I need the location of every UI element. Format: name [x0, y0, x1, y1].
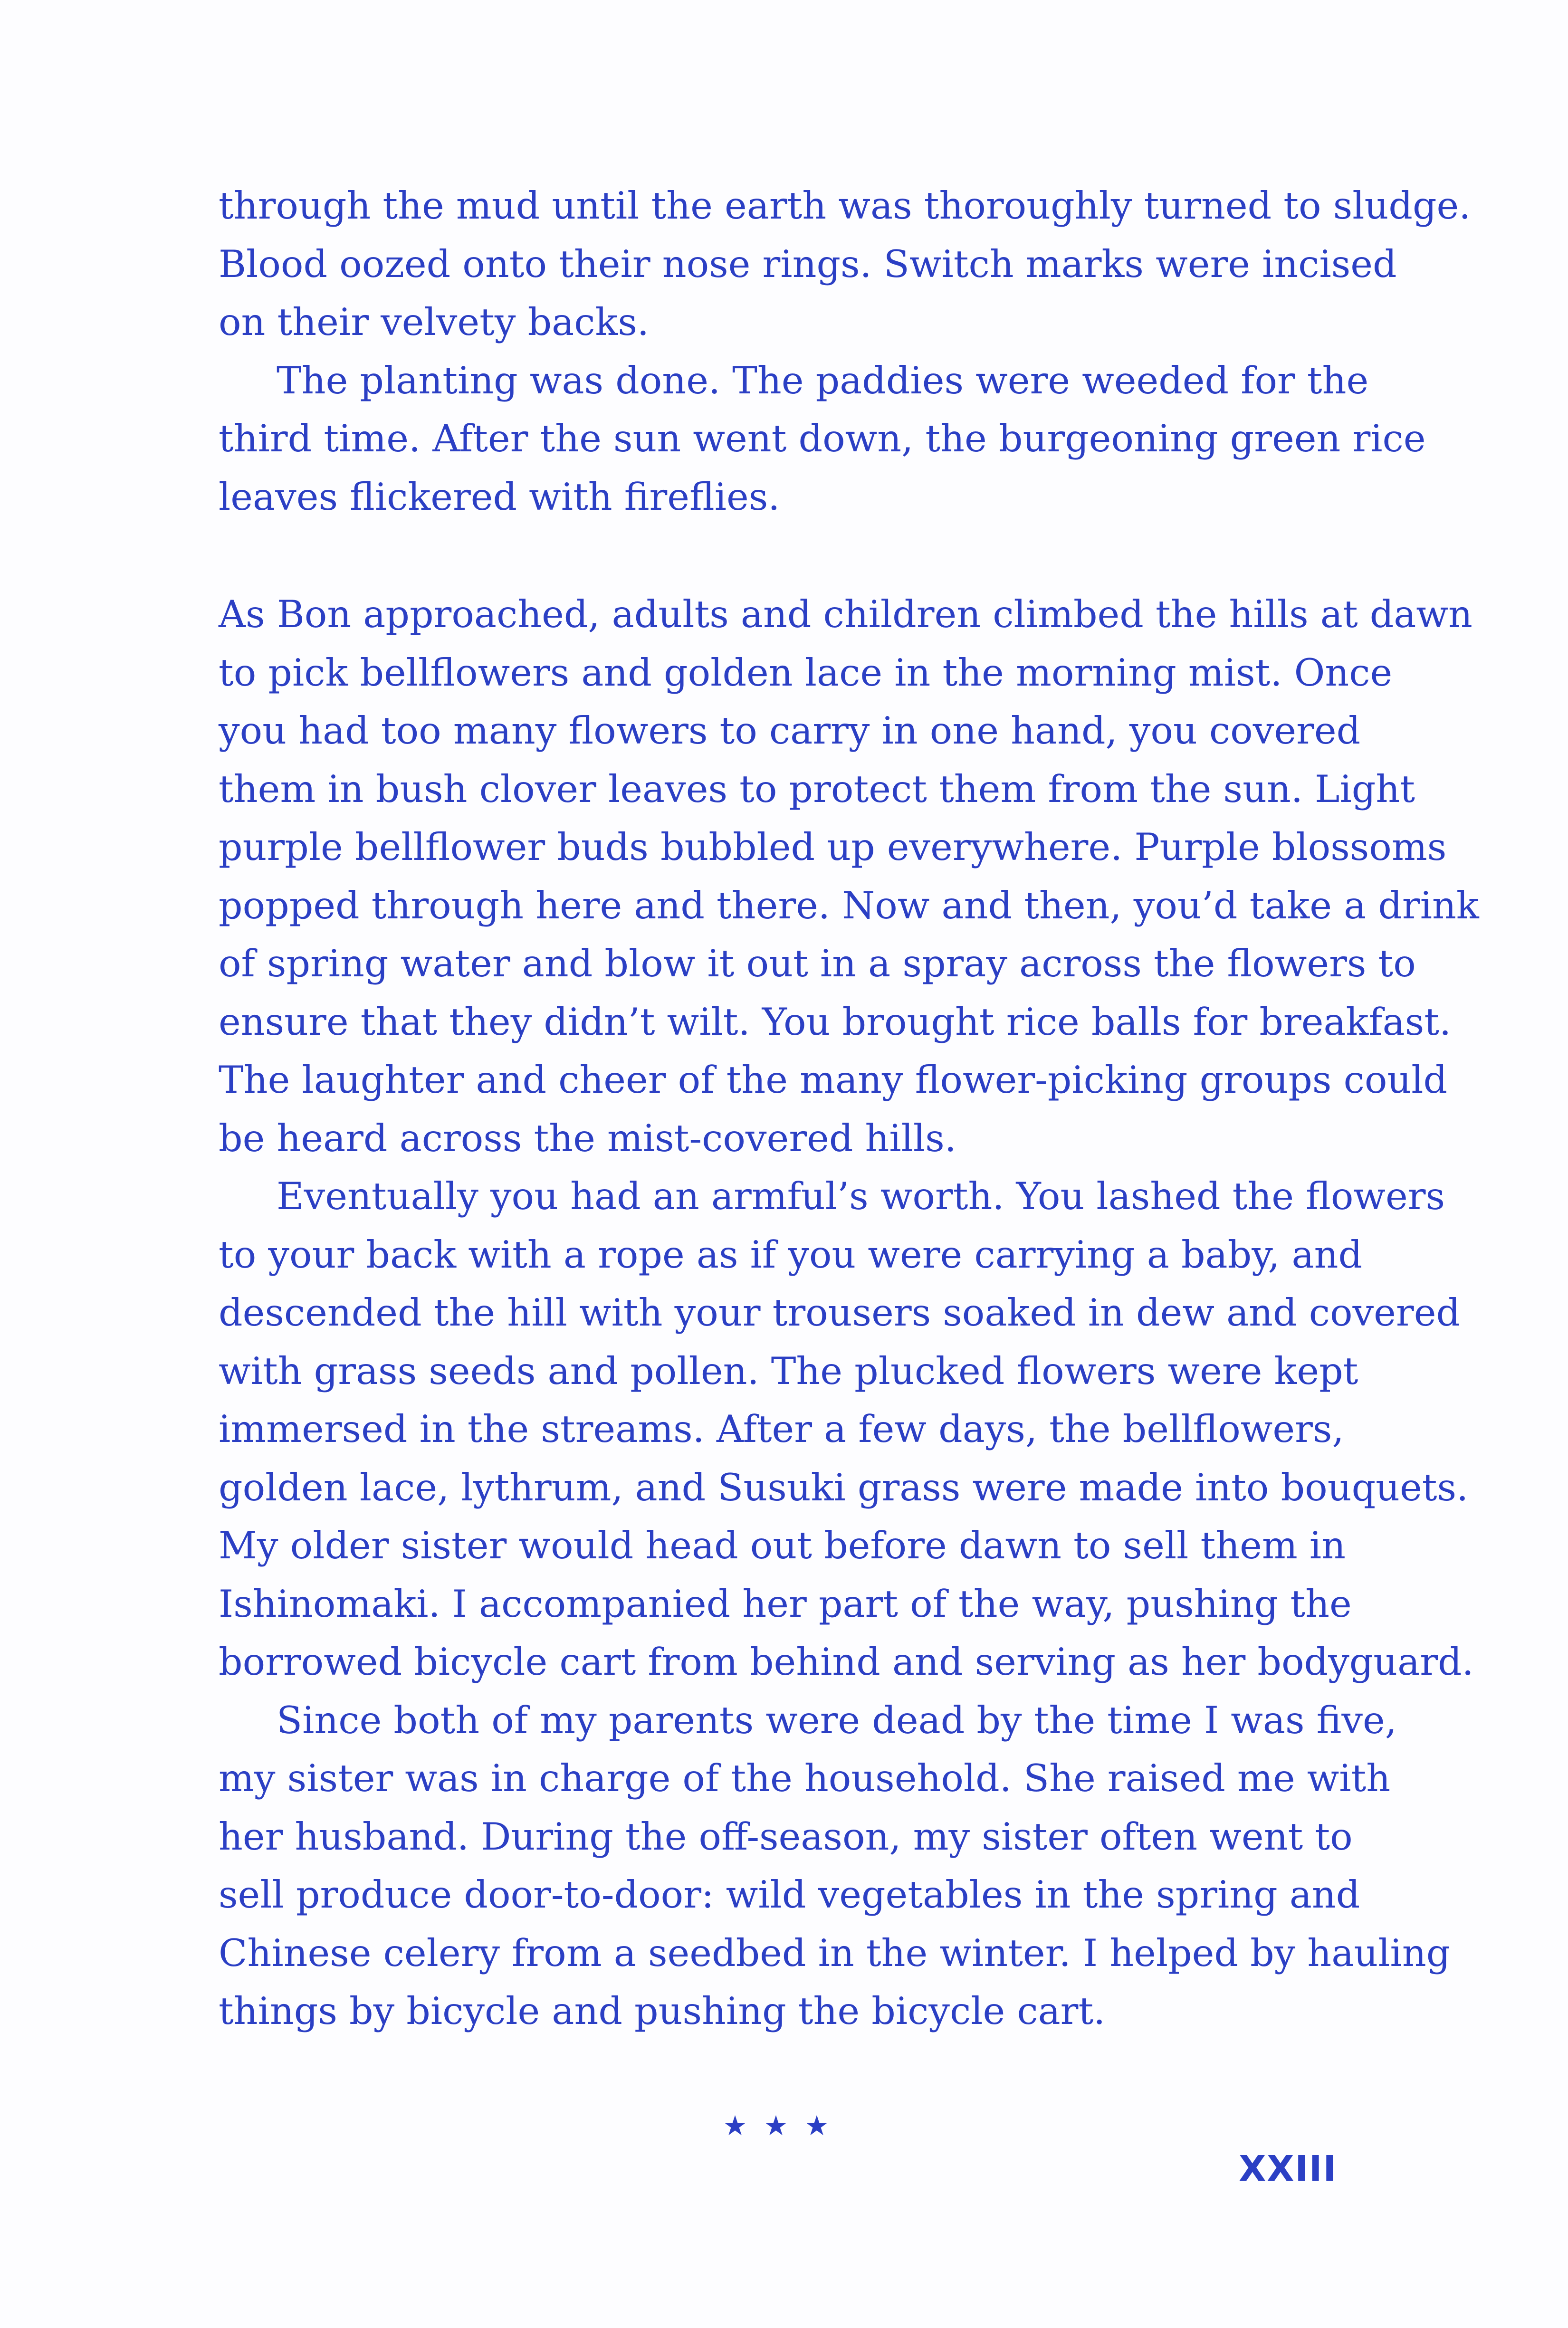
text-line: As Bon approached, adults and children climbed the hills at dawn	[219, 592, 1472, 636]
text-line: golden lace, lythrum, and Susuki grass were made into bouquets.	[219, 1465, 1469, 1509]
text-line: Ishinomaki. I accompanied her part of the way, pushing the	[219, 1582, 1352, 1626]
text-line: purple bellflower buds bubbled up everywhere. Purple blossoms	[219, 825, 1447, 869]
text-line: her husband. During the off-season, my sister often went to	[219, 1814, 1353, 1859]
text-line: to pick bellflowers and golden lace in the morning mist. Once	[219, 650, 1393, 695]
text-line: Chinese celery from a seedbed in the winter. I helped by hauling	[219, 1931, 1451, 1975]
text-line: my sister was in charge of the household. She raised me with	[219, 1756, 1391, 1800]
text-line: third time. After the sun went down, the burgeoning green rice	[219, 417, 1426, 460]
paragraph	[219, 177, 1471, 352]
text-line: you had too many flowers to carry in one hand, you covered	[219, 709, 1361, 753]
text-line: be heard across the mist-covered hills.	[219, 1116, 956, 1160]
text-line: to your back with a rope as if you were carrying a baby, and	[219, 1232, 1363, 1277]
text-line: borrowed bicycle cart from behind and serving as her bodyguard.	[219, 1640, 1474, 1684]
text-line: things by bicycle and pushing the bicycle cart.	[219, 1989, 1106, 2033]
text-line: Eventually you had an armful’s worth. You lashed the flowers	[277, 1174, 1445, 1218]
text-line: popped through here and there. Now and then, you’d take a drink	[219, 883, 1479, 927]
text-line: leaves flickered with fireflies.	[219, 475, 780, 519]
paragraph	[219, 585, 1479, 1167]
text-line: The laughter and cheer of the many flower-picking groups could	[219, 1058, 1448, 1102]
text-line: The planting was done. The paddies were weeded for the	[277, 358, 1369, 402]
text-line: on their velvety backs.	[219, 300, 650, 344]
text-section-1	[219, 177, 1471, 526]
page-number: XXIII	[1239, 2148, 1337, 2189]
text-line: through the mud until the earth was thoroughly turned to sludge.	[219, 184, 1471, 228]
section-break-ornament: ★★★	[723, 2109, 845, 2142]
text-line: with grass seeds and pollen. The plucked flowers were kept	[219, 1349, 1358, 1393]
text-line: ensure that they didn’t wilt. You brought rice balls for breakfast.	[219, 1000, 1452, 1044]
text-line: immersed in the streams. After a few days, the bellflowers,	[219, 1407, 1344, 1451]
text-section-2	[219, 585, 1479, 2041]
text-line: descended the hill with your trousers soaked in dew and covered	[219, 1291, 1461, 1335]
paragraph	[219, 1167, 1474, 1691]
text-line: sell produce door-to-door: wild vegetables in the spring and	[219, 1873, 1360, 1917]
text-line: Blood oozed onto their nose rings. Switch marks were incised	[219, 242, 1397, 286]
text-line: My older sister would head out before dawn to sell them in	[219, 1524, 1346, 1567]
paragraph	[219, 352, 1426, 526]
text-line: Since both of my parents were dead by the time I was five,	[277, 1698, 1397, 1742]
paragraph	[219, 1691, 1451, 2041]
text-line: of spring water and blow it out in a spray across the flowers to	[219, 942, 1416, 985]
text-line: them in bush clover leaves to protect them from the sun. Light	[219, 767, 1415, 811]
